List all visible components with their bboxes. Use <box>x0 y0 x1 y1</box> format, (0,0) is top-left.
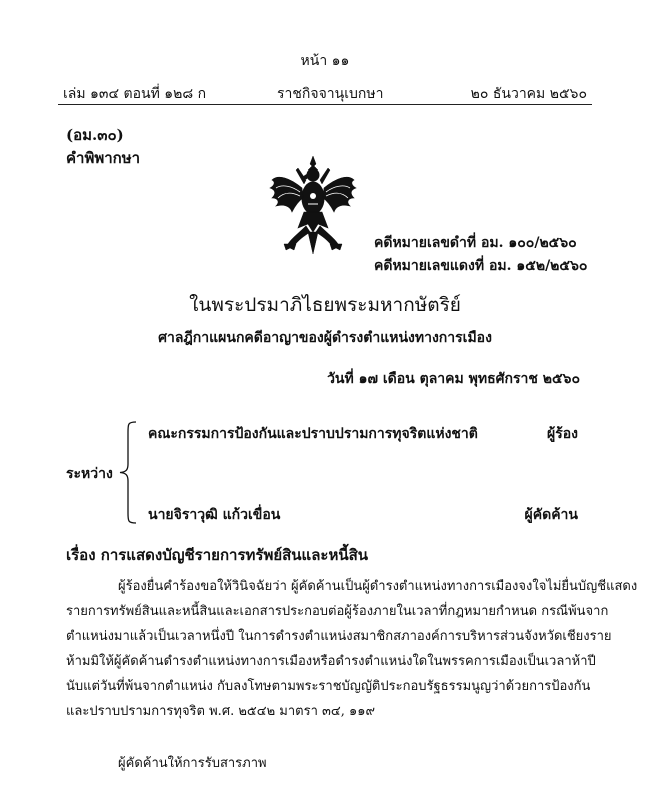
plaintiff-role: ผู้ร้อง <box>547 426 578 442</box>
document-type: คำพิพากษา <box>66 149 141 167</box>
body-paragraph-line: ผู้คัดค้านให้การรับสารภาพ <box>118 756 267 771</box>
judgment-date: วันที่ ๑๗ เดือน ตุลาคม พุทธศักราช ๒๕๖๐ <box>327 371 580 387</box>
body-paragraph-line: ผู้ร้องยื่นคำร้องขอให้วินิจฉัยว่า ผู้คัดค้านเป็นผู้ดำรงตำแหน่งทางการเมืองจงใจไม่ยื่นบัญชีแสดง <box>118 579 638 594</box>
form-code: (อม.๓๐) <box>66 126 124 144</box>
gazette-title: ราชกิจจานุเบกษา <box>277 86 384 102</box>
body-paragraph-line: ห้ามมิให้ผู้คัดค้านดำรงตำแหน่งทางการเมืองหรือดำรงตำแหน่งใดในพรรคการเมืองเป็นเวลาห้าปี <box>66 654 596 669</box>
party-brace <box>118 420 138 525</box>
body-paragraph-line: รายการทรัพย์สินและหนี้สินและเอกสารประกอบต่อผู้ร้องภายในเวลาที่กฎหมายกำหนด กรณีพ้นจาก <box>66 604 609 619</box>
plaintiff-name: คณะกรรมการป้องกันและปราบปรามการทุจริตแห่งชาติ <box>148 426 478 442</box>
subject-line: เรื่อง การแสดงบัญชีรายการทรัพย์สินและหนี้สิน <box>66 546 368 564</box>
between-label: ระหว่าง <box>66 466 113 482</box>
page-number: หน้า ๑๑ <box>300 53 350 69</box>
defendant-name: นายจิราวุฒิ แก้วเขื่อน <box>148 507 281 523</box>
case-black-number: คดีหมายเลขดำที่ อม. ๑๐๐/๒๕๖๐ <box>374 235 577 251</box>
gazette-volume-issue: เล่ม ๑๓๔ ตอนที่ ๑๒๘ ก <box>63 86 207 102</box>
body-paragraph-line: และปราบปรามการทุจริต พ.ศ. ๒๕๔๒ มาตรา ๓๔, ๑๑๙ <box>66 704 376 719</box>
body-paragraph-line: นับแต่วันที่พ้นจากตำแหน่ง กับลงโทษตามพระราชบัญญัติประกอบรัฐธรรมนูญว่าด้วยการป้องกัน <box>66 679 591 694</box>
garuda-emblem-icon <box>268 154 358 256</box>
royal-invocation: ในพระปรมาภิไธยพระมหากษัตริย์ <box>189 294 461 316</box>
gazette-date: ๒๐ ธันวาคม ๒๕๖๐ <box>470 86 587 102</box>
case-red-number: คดีหมายเลขแดงที่ อม. ๑๕๒/๒๕๖๐ <box>374 258 588 274</box>
court-name: ศาลฎีกาแผนกคดีอาญาของผู้ดำรงตำแหน่งทางการเมือง <box>158 330 492 346</box>
defendant-role: ผู้คัดค้าน <box>524 507 578 523</box>
header-divider <box>58 104 592 105</box>
body-paragraph-line: ตำแหน่งมาแล้วเป็นเวลาหนึ่งปี ในการดำรงตำแหน่งสมาชิกสภาองค์การบริหารส่วนจังหวัดเชียงราย <box>66 629 612 644</box>
